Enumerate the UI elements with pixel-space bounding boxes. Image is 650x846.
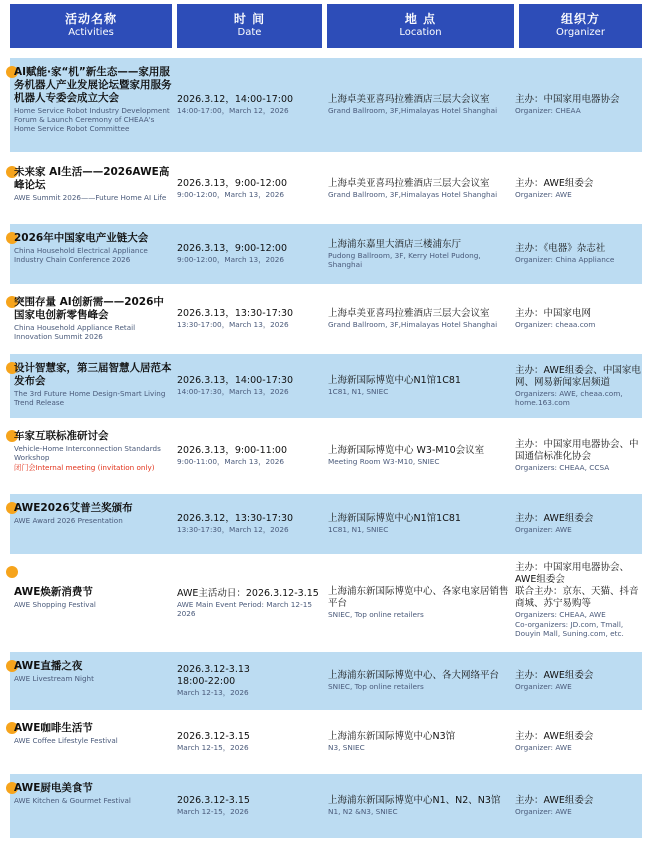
organizer-en: Organizer: CHEAA: [515, 106, 581, 116]
organizer-cell: [515, 58, 642, 152]
date-cell: [177, 494, 322, 554]
activity-cell: [14, 558, 174, 648]
organizer-zh: 主办：中国家用电器协会、中国通信标准化协会: [515, 439, 639, 463]
organizer-en: Organizer: cheaa.com: [515, 320, 596, 330]
header-date: [177, 4, 322, 48]
activity-title-en: AWE Coffee Lifestyle Festival: [14, 736, 118, 745]
organizer-cell: [515, 558, 642, 648]
location-cell: [328, 224, 515, 284]
date-zh: 2026.3.13，13:30-17:30: [177, 308, 294, 320]
table-row: [10, 354, 642, 418]
location-zh: 上海卓美亚喜玛拉雅酒店三层大会议室: [328, 308, 490, 320]
date-zh: 2026.3.12-3.13: [177, 664, 250, 676]
date-zh: 2026.3.13，14:00-17:30: [177, 375, 294, 387]
activity-cell: [14, 714, 174, 770]
co-organizer-zh: 联合主办：京东、天猫、抖音商城、苏宁易购等: [515, 586, 639, 609]
organizer-en: Organizers: AWE, cheaa.com, home.163.com: [515, 388, 623, 407]
organizer-en: Organizer: AWE: [515, 682, 572, 692]
date-en: 14:00-17:30，March 13，2026: [177, 387, 289, 397]
date-cell: [177, 774, 322, 838]
organizer-cell: [515, 422, 642, 490]
activity-title-en: China Household Electrical Appliance Industry Chain Conference 2026: [14, 246, 148, 264]
location-zh: 上海浦东嘉里大酒店三楼浦东厅: [328, 238, 462, 250]
date-en: 9:00-12:00，March 13，2026: [177, 255, 285, 265]
table-row: [10, 558, 642, 648]
location-zh: 上海浦东新国际博览中心、各家电家居销售平台: [328, 586, 509, 610]
location-en: N1, N2 &N3, SNIEC: [328, 807, 398, 817]
organizer-zh: 主办：AWE组委会: [515, 513, 594, 525]
date-en: 13:30-17:30，March 12，2026: [177, 525, 289, 535]
location-cell: [328, 494, 515, 554]
date-cell: [177, 224, 322, 284]
organizer-cell: [515, 354, 642, 418]
activity-title: 设计智慧家，第三届智慧人居范本发布会: [14, 362, 172, 387]
organizer-en: Organizer: AWE: [515, 807, 572, 817]
organizer-cell: [515, 494, 642, 554]
organizer-en: Organizer: AWE: [515, 743, 572, 753]
date-cell: [177, 714, 322, 770]
location-cell: [328, 714, 515, 770]
header-date-en: Date: [237, 27, 262, 39]
location-cell: [328, 422, 515, 490]
location-zh: 上海浦东新国际博览中心N3馆: [328, 731, 456, 743]
activity-cell: [14, 58, 174, 152]
activity-cell: [14, 494, 174, 554]
location-zh: 上海浦东新国际博览中心N1、N2、N3馆: [328, 795, 501, 807]
location-cell: [328, 288, 515, 350]
activity-title-en: AWE Award 2026 Presentation: [14, 516, 123, 525]
co-organizer-en: Co-organizers: JD.com, Tmall, Douyin Mall, Suning.com, etc.: [515, 619, 624, 638]
date-en: March 12-13，2026: [177, 688, 249, 698]
activity-cell: [14, 224, 174, 284]
table-row: [10, 422, 642, 490]
location-zh: 上海浦东新国际博览中心、各大网络平台: [328, 670, 500, 682]
organizer-en: Organizers: CHEAA, AWE: [515, 610, 606, 619]
table-row: [10, 494, 642, 554]
header-location-zh: 地 点: [404, 12, 437, 27]
date-en: AWE Main Event Period: March 12-15 2026: [177, 599, 312, 618]
activity-title: 车家互联标准研讨会: [14, 430, 109, 442]
location-zh: 上海新国际博览中心N1馆1C81: [328, 513, 461, 525]
activity-cell: [14, 422, 174, 490]
activity-cell: [14, 774, 174, 838]
activity-cell: [14, 354, 174, 418]
header-activities: [10, 4, 172, 48]
table-row: [10, 224, 642, 284]
location-en: SNIEC, Top online retailers: [328, 682, 424, 692]
date-en: 9:00-12:00，March 13，2026: [177, 190, 285, 200]
activity-title-en: AWE Summit 2026——Future Home AI Life: [14, 193, 167, 202]
header-organizer: [519, 4, 642, 48]
location-en: 1C81, N1, SNIEC: [328, 525, 389, 535]
date-zh: 2026.3.13，9:00-12:00: [177, 178, 287, 190]
header-activities-zh: 活动名称: [64, 12, 117, 27]
organizer-cell: [515, 288, 642, 350]
table-row: [10, 774, 642, 838]
organizer-cell: [515, 158, 642, 220]
location-en: N3, SNIEC: [328, 743, 365, 753]
date-cell: [177, 652, 322, 710]
date-zh: 2026.3.12，14:00-17:00: [177, 94, 294, 106]
activity-title: AWE咖啡生活节: [14, 722, 93, 734]
header-organizer-en: Organizer: [556, 27, 605, 39]
activity-title: 突围存量 AI创新需——2026中国家电创新零售峰会: [14, 296, 164, 321]
organizer-zh: 主办：AWE组委会: [515, 731, 594, 743]
organizer-cell: [515, 774, 642, 838]
activity-title-en: Home Service Robot Industry Development Forum & Launch Ceremony of CHEAA's Home Service Robot Committee: [14, 106, 170, 133]
location-zh: 上海卓美亚喜玛拉雅酒店三层大会议室: [328, 94, 490, 106]
date-en: March 12-15，2026: [177, 807, 249, 817]
organizer-cell: [515, 652, 642, 710]
location-zh: 上海新国际博览中心 W3-M10会议室: [328, 445, 485, 457]
header-date-zh: 时 间: [233, 12, 266, 27]
date-zh: 2026.3.13，9:00-12:00: [177, 243, 287, 255]
location-cell: [328, 558, 515, 648]
activity-title: 2026年中国家电产业链大会: [14, 232, 149, 244]
activity-title-en: AWE Shopping Festival: [14, 600, 96, 609]
date-en: 14:00-17:00，March 12，2026: [177, 106, 289, 116]
activity-title: AWE厨电美食节: [14, 782, 93, 794]
location-cell: [328, 652, 515, 710]
date-cell: [177, 58, 322, 152]
organizer-en: Organizer: China Appliance: [515, 255, 615, 265]
activity-title: AWE直播之夜: [14, 660, 83, 672]
location-en: Grand Ballroom, 3F,Himalayas Hotel Shanghai: [328, 190, 498, 200]
header-activities-en: Activities: [68, 27, 114, 39]
table-row: [10, 158, 642, 220]
date-zh: AWE主活动日：2026.3.12-3.15: [177, 587, 319, 599]
activity-title-en: AWE Kitchen & Gourmet Festival: [14, 796, 131, 805]
closed-meeting-note: 闭门会Internal meeting (invitation only): [14, 463, 155, 472]
date-en: March 12-15，2026: [177, 743, 249, 753]
location-cell: [328, 158, 515, 220]
organizer-zh: 主办：AWE组委会、中国家电网、网易新闻家居频道: [515, 364, 641, 388]
location-en: Meeting Room W3-M10, SNIEC: [328, 457, 440, 467]
table-row: [10, 288, 642, 350]
table-row: [10, 58, 642, 152]
activity-cell: [14, 288, 174, 350]
activity-title: AWE2026艾普兰奖颁布: [14, 502, 133, 514]
header-location: [327, 4, 514, 48]
location-cell: [328, 774, 515, 838]
organizer-cell: [515, 714, 642, 770]
table-row: [10, 652, 642, 710]
location-zh: 上海卓美亚喜玛拉雅酒店三层大会议室: [328, 178, 490, 190]
location-en: Grand Ballroom, 3F,Himalayas Hotel Shanghai: [328, 320, 498, 330]
organizer-zh: 主办：中国家用电器协会: [515, 94, 620, 106]
date-zh: 2026.3.12-3.15: [177, 731, 250, 743]
activity-title-en: Vehicle-Home Interconnection Standards Workshop: [14, 444, 161, 462]
organizer-en: Organizer: AWE: [515, 190, 572, 200]
date-zh: 2026.3.12-3.15: [177, 795, 250, 807]
location-en: SNIEC, Top online retailers: [328, 610, 424, 620]
activity-title-en: The 3rd Future Home Design-Smart Living Trend Release: [14, 389, 166, 407]
header-location-en: Location: [399, 27, 442, 39]
table-header: [10, 4, 642, 48]
organizer-cell: [515, 224, 642, 284]
date-zh: 2026.3.13，9:00-11:00: [177, 445, 287, 457]
location-en: Grand Ballroom, 3F,Himalayas Hotel Shanghai: [328, 106, 498, 116]
date-zh: 2026.3.12，13:30-17:30: [177, 513, 294, 525]
date-en: 13:30-17:00，March 13，2026: [177, 320, 289, 330]
activity-cell: [14, 158, 174, 220]
date-cell: [177, 422, 322, 490]
table-row: [10, 714, 642, 770]
location-cell: [328, 58, 515, 152]
organizer-zh: 主办：AWE组委会: [515, 795, 594, 807]
time-zh: 18:00-22:00: [177, 676, 236, 688]
activity-title: AWE焕新消费节: [14, 586, 93, 598]
activity-title-en: China Household Appliance Retail Innovation Summit 2026: [14, 323, 136, 341]
location-en: 1C81, N1, SNIEC: [328, 387, 389, 397]
organizer-zh: 主办：《电器》杂志社: [515, 243, 606, 255]
date-en: 9:00-11:00，March 13，2026: [177, 457, 285, 467]
location-cell: [328, 354, 515, 418]
location-zh: 上海新国际博览中心N1馆1C81: [328, 375, 461, 387]
organizer-zh: 主办：中国家用电器协会、AWE组委会: [515, 562, 630, 585]
organizer-en: Organizers: CHEAA, CCSA: [515, 463, 610, 473]
organizer-zh: 主办：AWE组委会: [515, 178, 594, 190]
organizer-zh: 主办：AWE组委会: [515, 670, 594, 682]
date-cell: [177, 158, 322, 220]
date-cell: [177, 288, 322, 350]
organizer-zh: 主办：中国家电网: [515, 308, 592, 320]
activity-title: 未来家 AI生活——2026AWE高峰论坛: [14, 166, 170, 191]
date-cell: [177, 558, 322, 648]
activity-title: AI赋能·家“机”新生态——家用服务机器人产业发展论坛暨家用服务机器人专委会成立大会: [14, 66, 172, 104]
date-cell: [177, 354, 322, 418]
organizer-en: Organizer: AWE: [515, 525, 572, 535]
location-en: Pudong Ballroom, 3F, Kerry Hotel Pudong, Shanghai: [328, 250, 481, 269]
activity-title-en: AWE Livestream Night: [14, 674, 94, 683]
header-organizer-zh: 组织方: [560, 12, 600, 27]
activity-cell: [14, 652, 174, 710]
